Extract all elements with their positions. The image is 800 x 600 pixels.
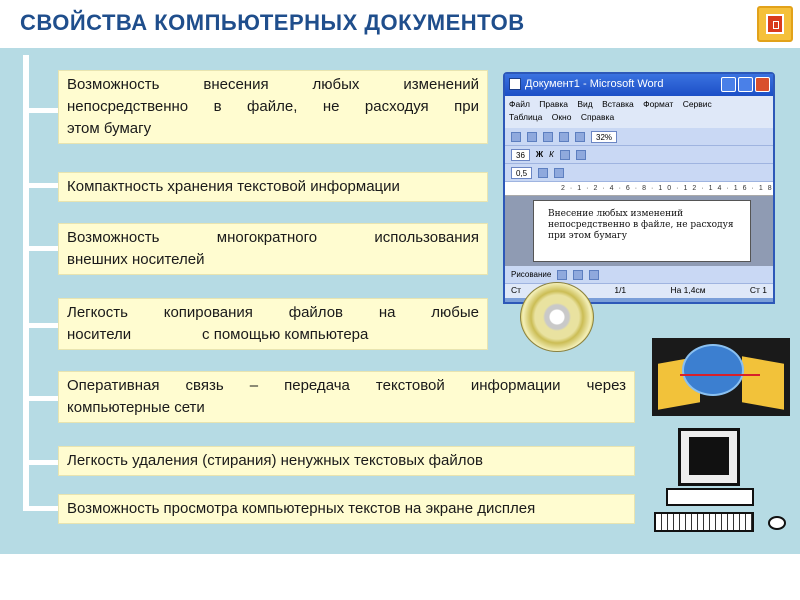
table-icon (575, 132, 585, 142)
status-pages: 1/1 (614, 285, 627, 295)
zoom-field: 32% (591, 131, 617, 143)
word-menu (505, 96, 773, 128)
property-box (58, 446, 635, 476)
align-icon (576, 150, 586, 160)
tree-branch (23, 246, 59, 251)
property-box (58, 298, 488, 350)
property-box (58, 494, 635, 524)
cd-disc-image (520, 282, 594, 352)
tree-branch (23, 183, 59, 188)
align-icon (560, 150, 570, 160)
transfer-arrow-icon (680, 374, 760, 376)
word-document-area (505, 196, 773, 266)
menu-file: Файл (509, 99, 530, 109)
property-line: Возможность просмотра компьютерных текстов на экране дисплея (67, 500, 536, 517)
word-titlebar (505, 74, 773, 96)
property-line: Легкость удаления (стирания) ненужных текстовых файлов (67, 452, 483, 469)
tree-branch (23, 460, 59, 465)
color-icon (589, 270, 599, 280)
tree-line (23, 55, 29, 507)
italic-label: К (549, 150, 554, 159)
property-line: Возможность внесения любых изменений (67, 76, 479, 93)
menu-insert: Вставка (602, 99, 634, 109)
border-icon (538, 168, 548, 178)
word-ruler: 2·1·2·4·6·8·10·12·14·16·18 (505, 182, 773, 196)
keyboard-icon (654, 512, 754, 532)
tree-branch (23, 323, 59, 328)
fill-icon (554, 168, 564, 178)
arrow-icon (557, 270, 567, 280)
minimize-icon (721, 77, 736, 92)
rect-icon (573, 270, 583, 280)
property-line: компьютерные сети (67, 399, 205, 416)
property-line: Компактность хранения текстовой информации (67, 178, 400, 195)
word-draw-toolbar (505, 266, 773, 284)
menu-help: Справка (580, 112, 615, 122)
word-icon (509, 78, 521, 90)
cut-icon (511, 132, 521, 142)
word-format-toolbar (505, 146, 773, 164)
desktop-computer-image (648, 428, 798, 540)
word-window-image (503, 72, 775, 304)
page-title: СВОЙСТВА КОМПЬЮТЕРНЫХ ДОКУМЕНТОВ (20, 10, 525, 35)
status-line: Ст 1 (749, 285, 767, 295)
property-line: внешних носителей (67, 251, 205, 268)
mouse-icon (768, 516, 786, 530)
computer-icon (742, 356, 784, 409)
monitor-icon (678, 428, 740, 486)
undo-icon (559, 132, 569, 142)
property-box (58, 70, 488, 144)
network-globe-image (652, 338, 790, 416)
property-line: Легкость копирования файлов на любые (67, 304, 479, 321)
menu-tools: Сервис (682, 99, 712, 109)
spacing-field: 0,5 (511, 167, 532, 179)
paste-icon (543, 132, 553, 142)
property-box (58, 371, 635, 423)
draw-label: Рисование (511, 270, 552, 279)
status-position: На 1,4см (670, 285, 706, 295)
word-title: Документ1 - Microsoft Word (525, 78, 664, 90)
property-box (58, 223, 488, 275)
copy-icon (527, 132, 537, 142)
home-icon (766, 14, 784, 34)
maximize-icon (738, 77, 753, 92)
word-toolbar (505, 128, 773, 146)
bold-label: Ж (535, 150, 544, 159)
word-table-toolbar (505, 164, 773, 182)
font-size-field: 36 (511, 149, 530, 161)
word-page: Внесение любых изменений непосредственно в файле, не расходуя при этом бумагу (533, 200, 751, 262)
tree-branch (23, 108, 59, 113)
system-unit-icon (666, 488, 754, 506)
tree-branch (23, 396, 59, 401)
property-box (58, 172, 488, 202)
menu-edit: Правка (539, 99, 568, 109)
globe-icon (682, 344, 744, 396)
close-icon (755, 77, 770, 92)
menu-format: Формат (643, 99, 674, 109)
property-line: этом бумагу (67, 120, 152, 137)
home-button[interactable] (757, 6, 793, 42)
menu-view: Вид (577, 99, 593, 109)
menu-window: Окно (551, 112, 572, 122)
menu-table: Таблица (509, 112, 543, 122)
property-line: носители с помощью компьютера (67, 326, 369, 343)
tree-branch (23, 506, 59, 511)
property-line: непосредственно в файле, не расходуя при (67, 98, 479, 115)
property-line: Возможность многократного использования (67, 229, 479, 246)
status-page: Ст (511, 285, 522, 295)
property-line: Оперативная связь – передача текстовой информации через (67, 377, 626, 394)
